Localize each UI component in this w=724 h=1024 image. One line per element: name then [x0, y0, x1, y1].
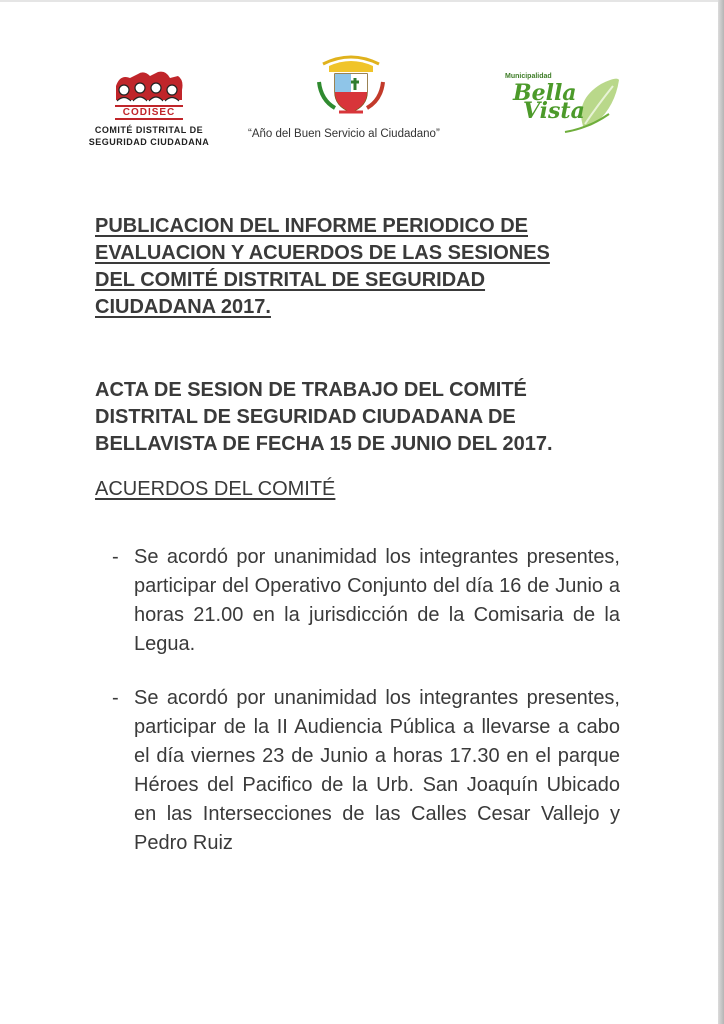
agreement-text: Se acordó por unanimidad los integrantes presentes, participar del Operativo Conjunto del día 16 de Junio a horas 21.00 en la jurisdicción de la Comisaria de la Legua. [134, 546, 620, 655]
codisec-people-icon [110, 68, 188, 102]
codisec-subtitle-line2: SEGURIDAD CIUDADANA [88, 137, 210, 147]
municipality-name-line2: Vista [523, 98, 585, 124]
codisec-logo [78, 68, 220, 148]
publication-title [95, 213, 617, 321]
scan-right-edge [718, 0, 724, 1024]
acta-line: ACTA DE SESION DE TRABAJO DEL COMITÉ [95, 379, 527, 401]
title-line: PUBLICACION DEL INFORME PERIODICO DE [95, 215, 528, 237]
acta-line: BELLAVISTA DE FECHA 15 DE JUNIO DEL 2017. [95, 433, 553, 455]
motto-text: “Año del Buen Servicio al Ciudadano” [248, 128, 440, 140]
bullet-dash: - [112, 546, 119, 568]
municipality-name-line1: Bella [513, 80, 577, 106]
municipality-name [513, 80, 585, 124]
codisec-logo-text: CODISEC [115, 105, 184, 120]
title-line: DEL COMITÉ DISTRITAL DE SEGURIDAD [95, 269, 486, 291]
title-line: CIUDADANA 2017. [95, 296, 271, 318]
title-line: EVALUACION Y ACUERDOS DE LAS SESIONES [95, 242, 550, 264]
acta-line: DISTRITAL DE SEGURIDAD CIUDADANA DE [95, 406, 516, 428]
agreement-text: Se acordó por unanimidad los integrantes presentes, participar de la II Audiencia Pública a llevarse a cabo el día viernes 23 de Junio a horas 17.30 en el parque Héroes del Pacifico de la Urb. San Joaquín Ubicado en las Intersecciones de las Calles Cesar Vallejo y Pedro Ruiz [134, 687, 620, 854]
bullet-dash: - [112, 687, 119, 709]
bellavista-logo [505, 70, 625, 134]
list-item [112, 684, 620, 858]
list-item [112, 543, 620, 659]
national-crest-icon [315, 54, 387, 118]
scan-top-edge [0, 0, 724, 2]
municipality-small-text: Municipalidad [505, 73, 552, 80]
acuerdos-heading: ACUERDOS DEL COMITÉ [95, 478, 336, 500]
acta-heading [95, 377, 617, 458]
codisec-subtitle [78, 124, 220, 148]
codisec-subtitle-line1: COMITÉ DISTRITAL DE [94, 125, 204, 135]
